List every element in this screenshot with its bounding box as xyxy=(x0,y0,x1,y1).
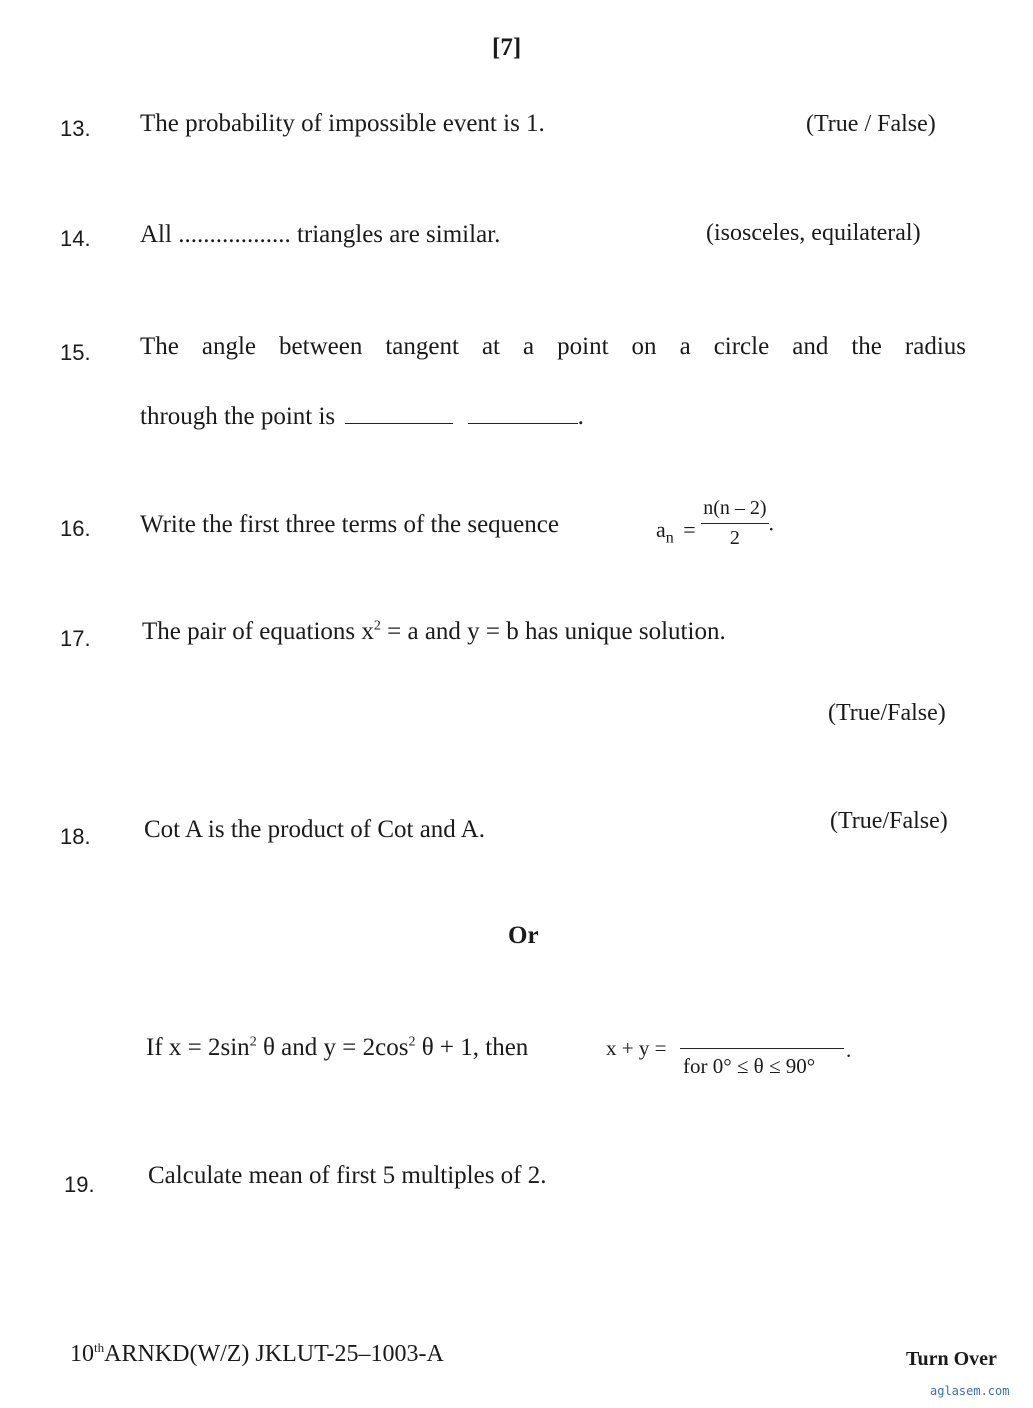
or-label: Or xyxy=(508,922,539,949)
fraction-numerator: n(n – 2) xyxy=(701,496,768,524)
or-question-part-2: θ and y = 2cos xyxy=(262,1034,409,1061)
question-18-text: Cot A is the product of Cot and A. xyxy=(144,816,485,843)
question-15-blank-1 xyxy=(345,405,453,424)
paper-code xyxy=(70,1340,444,1368)
question-13-text: The probability of impossible event is 1. xyxy=(140,110,545,137)
question-13-options: (True / False) xyxy=(806,111,936,137)
sequence-variable: a xyxy=(656,517,666,543)
question-number-14: 14. xyxy=(60,226,91,251)
question-19-text: Calculate mean of first 5 multiples of 2. xyxy=(148,1162,547,1189)
paper-code-prefix: 10 xyxy=(70,1341,94,1367)
question-15-blank-2 xyxy=(468,405,578,424)
question-14-text xyxy=(140,221,500,249)
or-question-part-3: θ + 1, then xyxy=(421,1034,529,1061)
or-question-end: . xyxy=(846,1038,852,1062)
question-17-superscript: 2 xyxy=(373,618,381,634)
question-14-fill-blank: .................. xyxy=(178,221,291,248)
sequence-formula xyxy=(656,496,774,551)
sequence-subscript: n xyxy=(665,529,674,547)
question-17-options: (True/False) xyxy=(828,700,946,726)
watermark: aglasem.com xyxy=(930,1384,1010,1398)
or-question-part-1: If x = 2sin xyxy=(146,1034,250,1061)
question-18-options: (True/False) xyxy=(830,808,948,834)
sequence-fraction xyxy=(701,496,768,551)
paper-code-superscript: th xyxy=(94,1340,105,1355)
question-14-text-before: All xyxy=(140,221,172,248)
question-17-text-after: = a and y = b has unique solution. xyxy=(387,618,726,645)
question-17-text-before: The pair of equations x xyxy=(142,618,374,645)
question-number-13: 13. xyxy=(60,116,91,141)
question-16-text: Write the first three terms of the sequence xyxy=(140,511,559,538)
sequence-equals: = xyxy=(683,517,696,543)
question-number-17: 17. xyxy=(60,626,91,651)
question-number-15: 15. xyxy=(60,340,91,365)
question-15-line-2-text: through the point is xyxy=(140,403,336,430)
question-15-line-2 xyxy=(140,403,584,431)
question-number-16: 16. xyxy=(60,516,91,541)
question-15-end: . xyxy=(577,403,584,430)
question-16-end: . xyxy=(768,510,775,536)
question-17-text xyxy=(142,618,726,646)
or-question-sup-2: 2 xyxy=(408,1034,416,1050)
question-15-line-1: The angle between tangent at a point on a circle and the radius xyxy=(140,333,966,360)
question-number-19: 19. xyxy=(64,1172,95,1197)
paper-code-rest: ARNKD(W/Z) JKLUT-25–1003-A xyxy=(104,1341,444,1367)
fraction-denominator: 2 xyxy=(729,527,740,549)
or-question-sup-1: 2 xyxy=(249,1034,257,1050)
question-14-options: (isosceles, equilateral) xyxy=(706,220,921,246)
question-number-18: 18. xyxy=(60,824,91,849)
or-question-blank xyxy=(680,1048,844,1049)
or-question-lhs: x + y = xyxy=(606,1036,667,1060)
turn-over-label: Turn Over xyxy=(906,1348,997,1370)
or-question-text xyxy=(146,1034,528,1062)
page-number: [7] xyxy=(492,34,522,61)
question-14-text-after: triangles are similar. xyxy=(296,221,501,248)
or-question-condition: for 0° ≤ θ ≤ 90° xyxy=(683,1054,816,1078)
